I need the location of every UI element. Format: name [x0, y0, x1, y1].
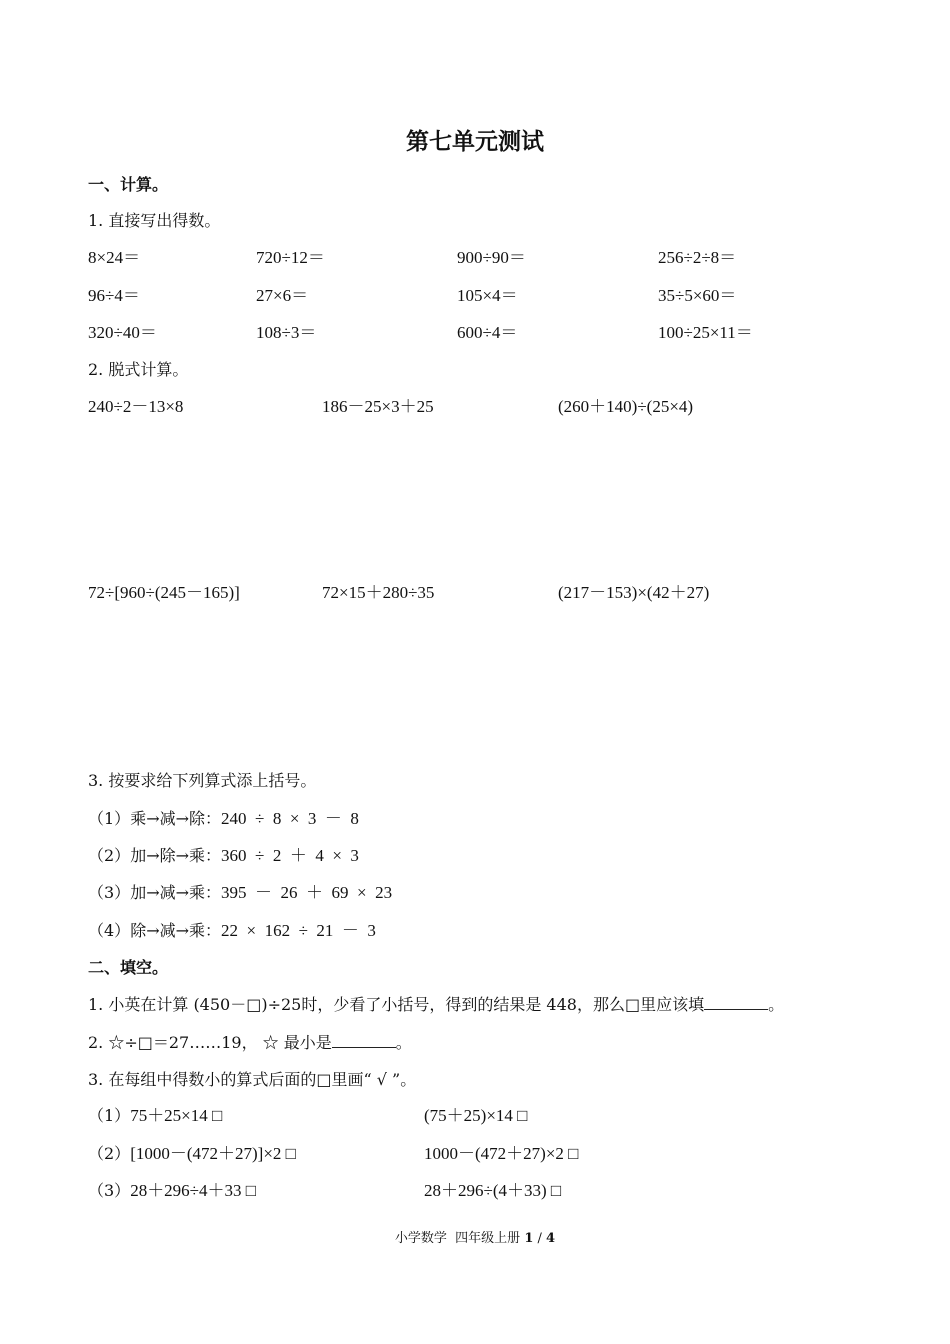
section-heading-fill-blanks: 二、填空。 — [88, 958, 169, 977]
bracket-expression: 395 － 26 ＋ 69 × 23 — [221, 883, 393, 902]
bracket-expression: 240 ÷ 8 × 3 － 8 — [221, 809, 359, 828]
question-label-add-brackets: 3. 按要求给下列算式添上括号。 — [88, 771, 317, 790]
page-footer — [0, 1229, 950, 1249]
bracket-item — [88, 921, 376, 941]
oral-expression: 8×24＝ — [88, 248, 141, 267]
question-text: 1. 小英在计算 (450－□)÷25时，少看了小括号，得到的结果是 448，那么□里应该填 — [88, 995, 705, 1014]
item-number: （3） — [88, 883, 131, 902]
bracket-item — [88, 883, 392, 903]
bracket-item — [88, 809, 359, 829]
oral-expression: 105×4＝ — [457, 286, 518, 305]
page-separator: / — [533, 1231, 547, 1246]
bracket-item — [88, 846, 359, 866]
fill-question-2 — [88, 1033, 412, 1053]
compare-item — [88, 1106, 222, 1126]
step-expression: (260＋140)÷(25×4) — [558, 397, 694, 416]
question-label-compare: 3. 在每组中得数小的算式后面的□里画“ √ ”。 — [88, 1070, 417, 1089]
operation-order: 加→除→乘： — [130, 846, 222, 865]
step-expression: 186－25×3＋25 — [322, 397, 434, 416]
item-number: （1） — [88, 809, 131, 828]
operation-order: 加→减→乘： — [130, 883, 222, 902]
compare-left-expression[interactable]: [1000－(472＋27)]×2 □ — [130, 1144, 296, 1163]
compare-right-expression[interactable]: (75＋25)×14 □ — [424, 1106, 528, 1125]
answer-blank[interactable] — [704, 995, 768, 1010]
question-end: 。 — [768, 995, 785, 1014]
item-number: （1） — [88, 1106, 131, 1125]
step-expression: 240÷2－13×8 — [88, 397, 184, 416]
oral-expression: 600÷4＝ — [457, 323, 518, 342]
compare-item — [88, 1181, 256, 1201]
oral-expression: 256÷2÷8＝ — [658, 248, 737, 267]
question-text: 2. ☆÷□＝27……19， ☆ 最小是 — [88, 1033, 332, 1052]
item-number: （2） — [88, 1144, 131, 1163]
bracket-expression: 360 ÷ 2 ＋ 4 × 3 — [221, 846, 359, 865]
compare-right-expression[interactable]: 28＋296÷(4＋33) □ — [424, 1181, 562, 1200]
compare-right-expression[interactable]: 1000－(472＋27)×2 □ — [424, 1144, 579, 1163]
answer-blank[interactable] — [332, 1033, 396, 1048]
operation-order: 乘→减→除： — [130, 809, 222, 828]
oral-expression: 720÷12＝ — [256, 248, 325, 267]
oral-expression: 35÷5×60＝ — [658, 286, 737, 305]
item-number: （3） — [88, 1181, 131, 1200]
item-number: （2） — [88, 846, 131, 865]
compare-item — [88, 1144, 296, 1164]
step-expression: (217－153)×(42＋27) — [558, 583, 710, 602]
fill-question-1 — [88, 995, 784, 1015]
question-label-direct-answer: 1. 直接写出得数。 — [88, 211, 221, 230]
step-expression: 72÷[960÷(245－165)] — [88, 583, 240, 602]
oral-expression: 100÷25×11＝ — [658, 323, 753, 342]
oral-expression: 320÷40＝ — [88, 323, 157, 342]
page-title: 第七单元测试 — [406, 128, 544, 155]
question-label-step-calculation: 2. 脱式计算。 — [88, 360, 189, 379]
compare-left-expression[interactable]: 28＋296÷4＋33 □ — [130, 1181, 257, 1200]
step-expression: 72×15＋280÷35 — [322, 583, 435, 602]
page-number: 1 — [524, 1231, 534, 1246]
section-heading-calculation: 一、计算。 — [88, 175, 169, 194]
bracket-expression: 22 × 162 ÷ 21 － 3 — [221, 921, 376, 940]
item-number: （4） — [88, 921, 131, 940]
oral-expression: 27×6＝ — [256, 286, 309, 305]
page-total: 4 — [546, 1231, 556, 1246]
oral-expression: 900÷90＝ — [457, 248, 526, 267]
compare-left-expression[interactable]: 75＋25×14 □ — [130, 1106, 223, 1125]
question-end: 。 — [395, 1033, 412, 1052]
oral-expression: 96÷4＝ — [88, 286, 140, 305]
operation-order: 除→减→乘： — [130, 921, 222, 940]
footer-text: 小学数学 四年级上册 — [394, 1231, 521, 1246]
oral-expression: 108÷3＝ — [256, 323, 317, 342]
